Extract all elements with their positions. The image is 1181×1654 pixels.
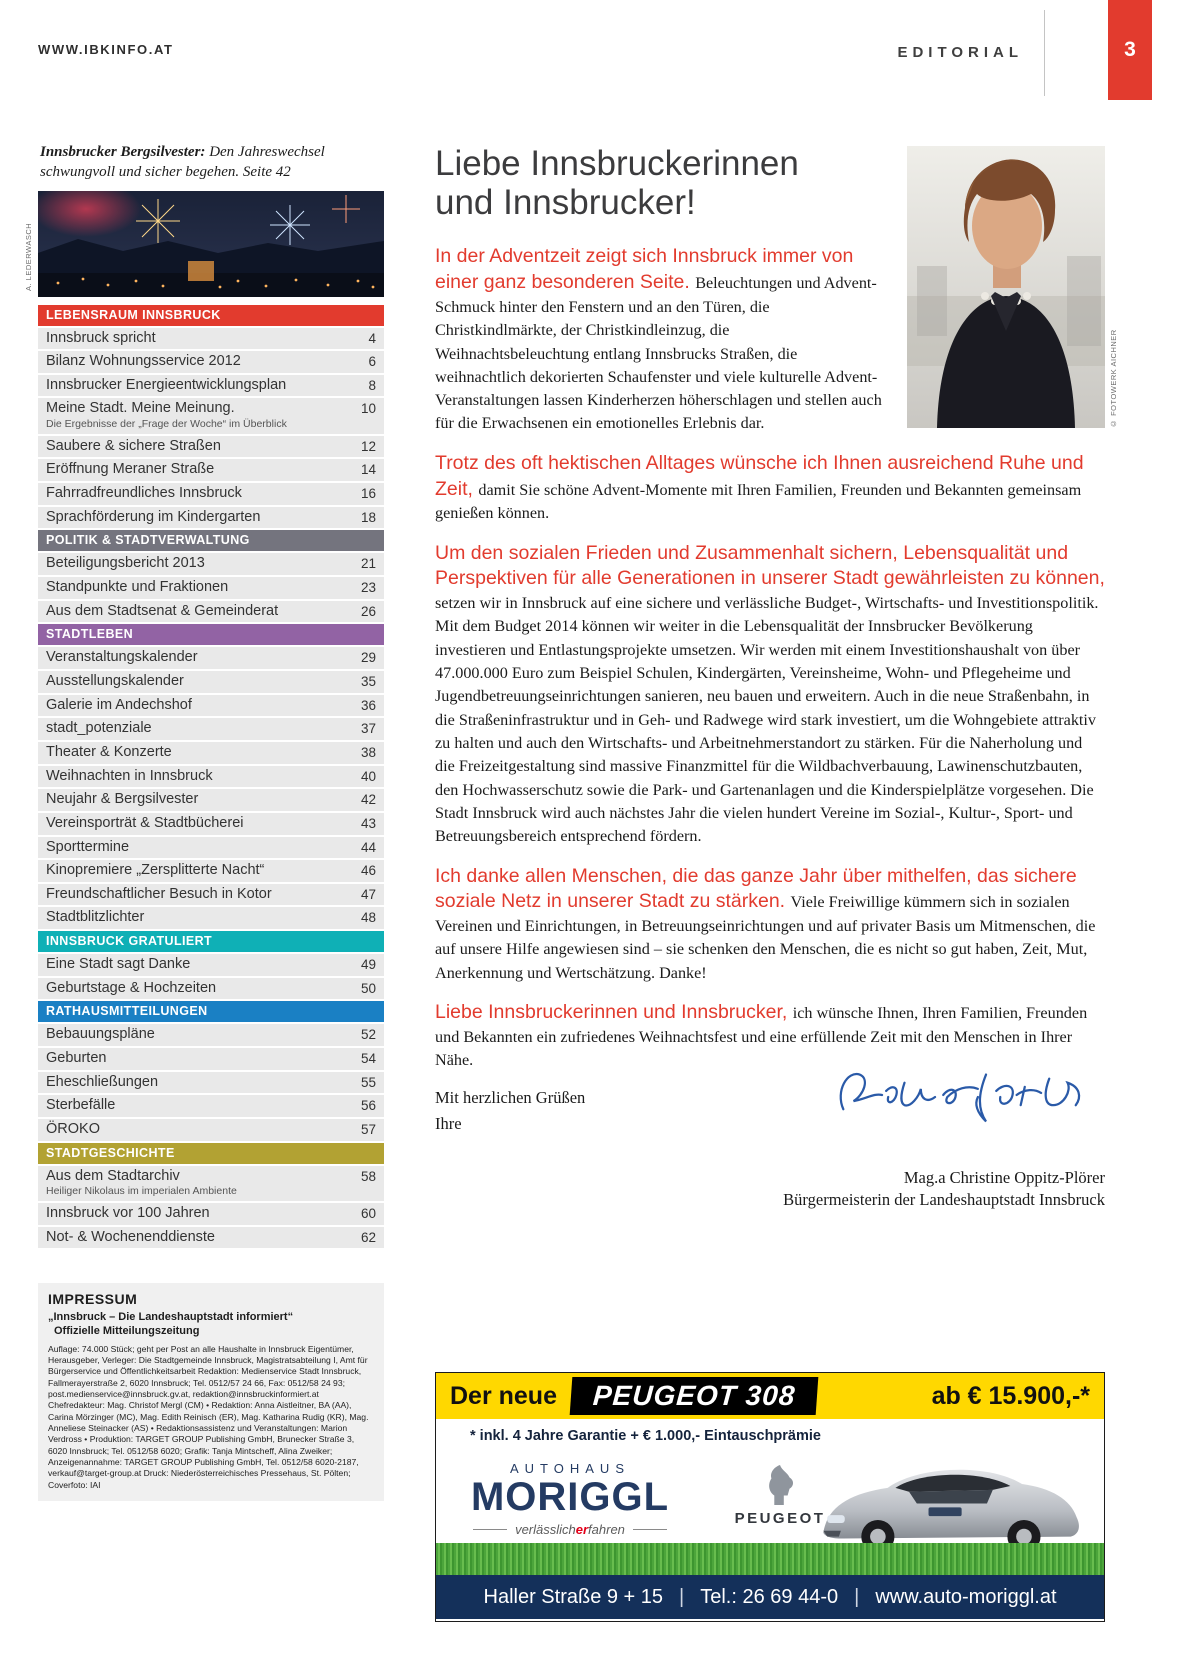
toc-item-label: Kinopremiere „Zersplitterte Nacht“ <box>46 862 265 879</box>
toc-item-page: 6 <box>368 354 376 370</box>
toc-item[interactable] <box>38 1072 384 1094</box>
toc-item-page: 52 <box>360 1027 376 1043</box>
fireworks-photo <box>38 191 384 297</box>
toc-item-page: 58 <box>360 1168 376 1184</box>
ad-note: * inkl. 4 Jahre Garantie + € 1.000,- Eintauschprämie <box>470 1428 821 1444</box>
toc-item-page: 38 <box>360 744 376 760</box>
section-label: EDITORIAL <box>897 44 1023 61</box>
paragraph-lead: In der Adventzeit zeigt sich Innsbruck immer von einer ganz besonderen Seite. <box>435 245 854 294</box>
toc-section-header: RATHAUSMITTEILUNGEN <box>38 1001 384 1022</box>
toc-item-label: Eine Stadt sagt Danke <box>46 956 191 973</box>
toc-item-label: Freundschaftlicher Besuch in Kotor <box>46 885 272 902</box>
page-number: 3 <box>1124 38 1136 61</box>
toc-item[interactable] <box>38 436 384 458</box>
mayor-portrait <box>907 146 1118 428</box>
toc-section-header: INNSBRUCK GRATULIERT <box>38 931 384 952</box>
toc-item-label: Stadtblitzlichter <box>46 909 145 926</box>
toc-item-label: Aus dem Stadtarchiv Heiliger Nikolaus im imperialen Ambiente <box>46 1167 237 1198</box>
toc-item[interactable] <box>38 978 384 1000</box>
paragraph-body: Beleuchtungen und Advent-Schmuck hinter den Fenstern und an den Türen, die Christkindlmärkte, der Christkindleinzug, die Weihnachtsbeleuchtung entlang Innsbrucks Straßen, die weihnachtlich dekorierten Schaufenster und viele kulturelle Advent-Veranstaltungen lassen Kinderherzen höherschlagen und stellen auch für die Erwachsenen ein emotionelles Erlebnis dar. <box>435 274 882 433</box>
impressum-subtitle-1: „Innsbruck – Die Landeshauptstadt informiert“ <box>48 1311 294 1323</box>
toc-item-page: 55 <box>360 1074 376 1090</box>
toc-item-page: 60 <box>360 1205 376 1221</box>
toc-item-label: ÖROKO <box>46 1121 100 1138</box>
toc-item-label: Bebauungspläne <box>46 1026 155 1043</box>
ad-phone: Tel.: 26 69 44-0 <box>700 1585 839 1608</box>
toc-list <box>38 305 384 1249</box>
editorial-title-line1: Liebe Innsbruckerinnen <box>435 144 799 183</box>
impressum-heading: IMPRESSUM <box>48 1291 138 1307</box>
toc-item-label: Neujahr & Bergsilvester <box>46 791 199 808</box>
peugeot-lion-icon <box>761 1463 799 1507</box>
toc-item-label: Not- & Wochenenddienste <box>46 1228 216 1245</box>
toc-item[interactable] <box>38 884 384 906</box>
toc-item[interactable] <box>38 577 384 599</box>
dealer-name: MORIGGL <box>470 1475 670 1519</box>
toc-section-header: STADTLEBEN <box>38 624 384 645</box>
teaser-caption-text: Den Jahreswechsel schwungvoll und sicher begehen. Seite 42 <box>40 144 325 181</box>
toc-item-page: 8 <box>368 377 376 393</box>
paragraph-body: ich wünsche Ihnen, Ihren Familien, Freunden und Bekannten ein zufriedenes Weihnachtsfest und eine erfüllende Zeit mit den Menschen in Ihrer Nähe. <box>435 1004 1088 1070</box>
toc-item-label: Innsbruck spricht <box>46 329 156 346</box>
toc-item-label: Ausstellungskalender <box>46 672 184 689</box>
peugeot-brand-name: PEUGEOT <box>734 1510 826 1527</box>
toc-item-page: 46 <box>360 863 376 879</box>
mayor-name: Mag.a Christine Oppitz-Plörer <box>903 1167 1105 1187</box>
toc-item-label: Innsbrucker Energieentwicklungsplan <box>46 376 287 393</box>
dealer-type: AUTOHAUS <box>510 1461 630 1476</box>
toc-item-page: 26 <box>360 603 376 619</box>
toc-item[interactable] <box>38 789 384 811</box>
toc-item-label: Bilanz Wohnungsservice 2012 <box>46 353 241 370</box>
paragraph-lead: Liebe Innsbruckerinnen und Innsbrucker, <box>435 1001 793 1024</box>
toc-item-page: 29 <box>360 650 376 666</box>
paragraph-body: setzen wir in Innsbruck auf eine sichere und verlässliche Budget-, Wirtschafts- und Investitionspolitik. Mit dem Budget 2014 können wir weiter in die Lebensqualität der Innsbrucker Bevölkerung investieren und Entlastungsprojekte umsetzen. Wir werden mit einem Investitionshaushalt von über 47.000.000 Euro zum Beispiel Schulen, Kindergärten, Vereinsheime, Wohn- und Pflegeheime und Jugendbetreuungseinrichtungen sanieren, neu bauen und erweitern. Auch in die neue Straßenbahn, in die Straßeninfrastruktur und in Geh- und Radwege wird stark investiert, um die Wohngebiete attraktiv zu halten und auch den Wirtschafts- und Arbeitnehmerstandort zu stärken. Für die Naherholung und die Freizeitgestaltung sind massive Finanzmittel für die Wildbachverbauung, Lawinenschutzbauten, den Hochwasserschutz sowie die Park- und Gartenanlagen und die Kinderspielplätze vorgesehen. Die Stadt Innsbruck wird auch nächstes Jahr die vielen hundert Vereine im Sozial-, Kultur-, Sport- und Betreuungsbereich entsprechend fördern. <box>435 594 1099 846</box>
toc-item[interactable] <box>38 837 384 859</box>
toc-item-page: 56 <box>360 1098 376 1114</box>
toc-item[interactable] <box>38 375 384 397</box>
portrait-photo <box>907 146 1105 428</box>
teaser-caption-bold: Innsbrucker Bergsilvester: <box>40 144 206 160</box>
toc-item-page: 12 <box>360 438 376 454</box>
toc-item[interactable] <box>38 553 384 575</box>
toc-item-page: 43 <box>360 815 376 831</box>
ad-banner-model: PEUGEOT 308 <box>570 1377 819 1415</box>
ad-footer <box>436 1575 1104 1619</box>
paragraph-lead: Ich danke allen Menschen, die das ganze Jahr über mithelfen, das sichere soziale Netz in unserer Stadt zu stärken. <box>435 864 1077 913</box>
editorial-paragraph <box>435 541 1105 849</box>
paragraph-lead: Trotz des oft hektischen Alltages wünsche ich Ihnen ausreichend Ruhe und Zeit, <box>435 451 1084 500</box>
toc-item-page: 10 <box>360 401 376 417</box>
portrait-photo-credit: © FOTOWERK AICHNER <box>1109 329 1118 428</box>
toc-item[interactable] <box>38 1095 384 1117</box>
toc-item-label: Fahrradfreundliches Innsbruck <box>46 484 242 501</box>
editorial-paragraph <box>435 451 1105 526</box>
toc-item-label: stadt_potenziale <box>46 720 152 737</box>
toc-item-page: 44 <box>360 839 376 855</box>
toc-item-page: 36 <box>360 697 376 713</box>
table-of-contents <box>24 140 384 1250</box>
ad-body <box>436 1419 1104 1575</box>
toc-item[interactable] <box>38 813 384 835</box>
toc-item-page: 62 <box>360 1229 376 1245</box>
toc-item[interactable] <box>38 1048 384 1070</box>
toc-item[interactable] <box>38 1119 384 1141</box>
toc-item-label: Sterbefälle <box>46 1097 116 1114</box>
toc-item-label: Saubere & sichere Straßen <box>46 437 221 454</box>
toc-item-page: 42 <box>360 792 376 808</box>
closing-block <box>435 1088 1105 1210</box>
toc-item-label: Galerie im Andechshof <box>46 696 192 713</box>
dealer-slogan-mid: er <box>575 1522 589 1537</box>
toc-item-label: Sprachförderung im Kindergarten <box>46 508 261 525</box>
teaser-caption <box>38 140 384 191</box>
toc-item-page: 23 <box>360 579 376 595</box>
toc-item-page: 21 <box>360 556 376 572</box>
toc-item-page: 48 <box>360 910 376 926</box>
paragraph-lead: Um den sozialen Frieden und Zusammenhalt sichern, Lebensqualität und Perspektiven für alle Generationen in unserer Stadt gewährleisten zu können, <box>435 541 1105 590</box>
ad-banner-prefix: Der neue <box>450 1381 557 1410</box>
toc-item[interactable] <box>38 1203 384 1225</box>
toc-item[interactable] <box>38 1227 384 1249</box>
ad-banner-price: ab € 15.900,-* <box>931 1381 1090 1410</box>
teaser-photo-credit: A. LEDERWASCH <box>24 222 33 292</box>
grass-strip <box>436 1543 1104 1575</box>
toc-item[interactable] <box>38 459 384 481</box>
toc-item[interactable] <box>38 671 384 693</box>
toc-item-page: 40 <box>360 768 376 784</box>
toc-item-label: Eröffnung Meraner Straße <box>46 461 215 478</box>
toc-item-label: Weihnachten in Innsbruck <box>46 767 213 784</box>
paragraph-body: damit Sie schöne Advent-Momente mit Ihren Familien, Freunden und Bekannten gemeinsam genießen können. <box>435 480 1082 523</box>
toc-item-label: Beteiligungsbericht 2013 <box>46 555 205 572</box>
toc-section-header: POLITIK & STADTVERWALTUNG <box>38 530 384 551</box>
toc-item-page: 35 <box>360 673 376 689</box>
toc-item-page: 18 <box>360 509 376 525</box>
editorial-paragraph <box>435 864 1105 985</box>
toc-item-label: Geburten <box>46 1050 107 1067</box>
teaser-box[interactable] <box>38 140 384 297</box>
ad-address: Haller Straße 9 + 15 <box>483 1585 664 1608</box>
ad-banner <box>436 1373 1104 1419</box>
toc-item[interactable] <box>38 1024 384 1046</box>
closing-signoff: Ihre <box>435 1113 462 1133</box>
toc-item-page: 49 <box>360 957 376 973</box>
toc-item[interactable] <box>38 860 384 882</box>
dealer-slogan-post: fahren <box>588 1522 625 1537</box>
toc-item-page: 47 <box>360 886 376 902</box>
toc-item-subtitle: Die Ergebnisse der „Frage der Woche“ im Überblick <box>46 418 287 431</box>
toc-section-header: LEBENSRAUM INNSBRUCK <box>38 305 384 326</box>
toc-item-label: Meine Stadt. Meine Meinung. Die Ergebnisse der „Frage der Woche“ im Überblick <box>46 400 287 431</box>
editorial-title-line2: und Innsbrucker! <box>435 183 696 223</box>
toc-item[interactable] <box>38 1166 384 1201</box>
impressum <box>38 1283 384 1501</box>
toc-item-page: 37 <box>360 721 376 737</box>
closing-greeting: Mit herzlichen Grüßen <box>435 1087 586 1107</box>
toc-item-page: 50 <box>360 980 376 996</box>
impressum-body: Auflage: 74.000 Stück; geht per Post an alle Haushalte in Innsbruck Eigentümer, Herausgeber, Verleger: Die Stadtgemeinde Innsbruck, Magistratsabteilung I, Amt für Bürgerservice und Öffentlichkeitsarbeit Redaktion: Medienservice Stadt Innsbruck, Fallmerayerstraße 2, 6020 Innsbruck; Tel. 0512/57 24 66, Fax: 0512/58 24 93; post.medienservice@innsbruck.gv.at, redaktion@innsbruckinformiert.at Chefredakteur: Mag. Christof Mergl (CM) • Redaktion: Anna Aistleitner, BA (AA), Carina Mörzinger (MC), Mag. Edith Reinisch (ER), Mag. Katharina Rudig (KR), Mag. Anneliese Steinacker (AS) • Redaktionsassistenz und Veranstaltungen: Marion Verdross • Produktion: TARGET GROUP Publishing GmbH, Brunecker Straße 3, 6020 Innsbruck; Tel. 0512/58 6020; Grafik: Tanja Mintscheff, Alina Zweiker; Anzeigenannahme: TARGET GROUP Publishing GmbH, Tel. 0512/58 6020-2187, verkauf@target-group.at Druck: Niederösterreichisches Pressehaus, St. Pölten; Coverfoto: IAI <box>48 1343 369 1490</box>
toc-item[interactable] <box>38 742 384 764</box>
toc-item[interactable] <box>38 398 384 433</box>
toc-item-page: 57 <box>360 1122 376 1138</box>
advertisement <box>435 1372 1105 1622</box>
toc-item-label: Theater & Konzerte <box>46 743 172 760</box>
impressum-subtitle-2: Offizielle Mitteilungszeitung <box>54 1324 200 1337</box>
ad-footer-divider: | <box>854 1585 860 1608</box>
toc-item[interactable] <box>38 647 384 669</box>
toc-item[interactable] <box>38 766 384 788</box>
website-url[interactable]: WWW.IBKINFO.AT <box>38 42 174 57</box>
toc-item[interactable] <box>38 507 384 529</box>
ad-website[interactable]: www.auto-moriggl.at <box>875 1585 1057 1608</box>
toc-item[interactable] <box>38 907 384 929</box>
toc-item-page: 16 <box>360 485 376 501</box>
dealer-slogan <box>452 1522 688 1537</box>
toc-item-label: Eheschließungen <box>46 1073 159 1090</box>
dealer-block <box>452 1461 688 1537</box>
toc-item[interactable] <box>38 483 384 505</box>
toc-section-header: STADTGESCHICHTE <box>38 1143 384 1164</box>
toc-item-label: Innsbruck vor 100 Jahren <box>46 1204 210 1221</box>
toc-item[interactable] <box>38 695 384 717</box>
toc-item-label: Geburtstage & Hochzeiten <box>46 979 217 996</box>
toc-item[interactable] <box>38 351 384 373</box>
toc-item[interactable] <box>38 954 384 976</box>
toc-item-label: Veranstaltungskalender <box>46 649 198 666</box>
toc-item-label: Standpunkte und Fraktionen <box>46 578 229 595</box>
toc-item[interactable] <box>38 718 384 740</box>
signature <box>825 1060 1090 1132</box>
toc-item-label: Sporttermine <box>46 838 130 855</box>
toc-item[interactable] <box>38 601 384 623</box>
page-number-tab <box>1108 0 1152 100</box>
toc-item-subtitle: Heiliger Nikolaus im imperialen Ambiente <box>46 1185 237 1198</box>
toc-item-page: 4 <box>368 330 376 346</box>
toc-item-page: 14 <box>360 462 376 478</box>
toc-item-page: 54 <box>360 1051 376 1067</box>
toc-item-label: Aus dem Stadtsenat & Gemeinderat <box>46 602 279 619</box>
header-divider <box>1044 10 1045 96</box>
paragraph-body: Viele Freiwillige kümmern sich in sozialen Vereinen und Einrichtungen, in Betreuungseinrichtungen und auf privater Basis um Mitmenschen, die auf unsere Hilfe angewiesen sind – sie schenken den Menschen, die es nicht so gut haben, Zeit, Mut, Anerkennung und Wertschätzung. Danke! <box>435 893 1096 982</box>
ad-footer-divider: | <box>679 1585 685 1608</box>
dealer-slogan-pre: verlässlich <box>515 1522 576 1537</box>
editorial-column <box>435 138 1118 1210</box>
mayor-role: Bürgermeisterin der Landeshauptstadt Innsbruck <box>783 1189 1105 1209</box>
toc-item[interactable] <box>38 328 384 350</box>
toc-item-label: Vereinsporträt & Stadtbücherei <box>46 814 244 831</box>
